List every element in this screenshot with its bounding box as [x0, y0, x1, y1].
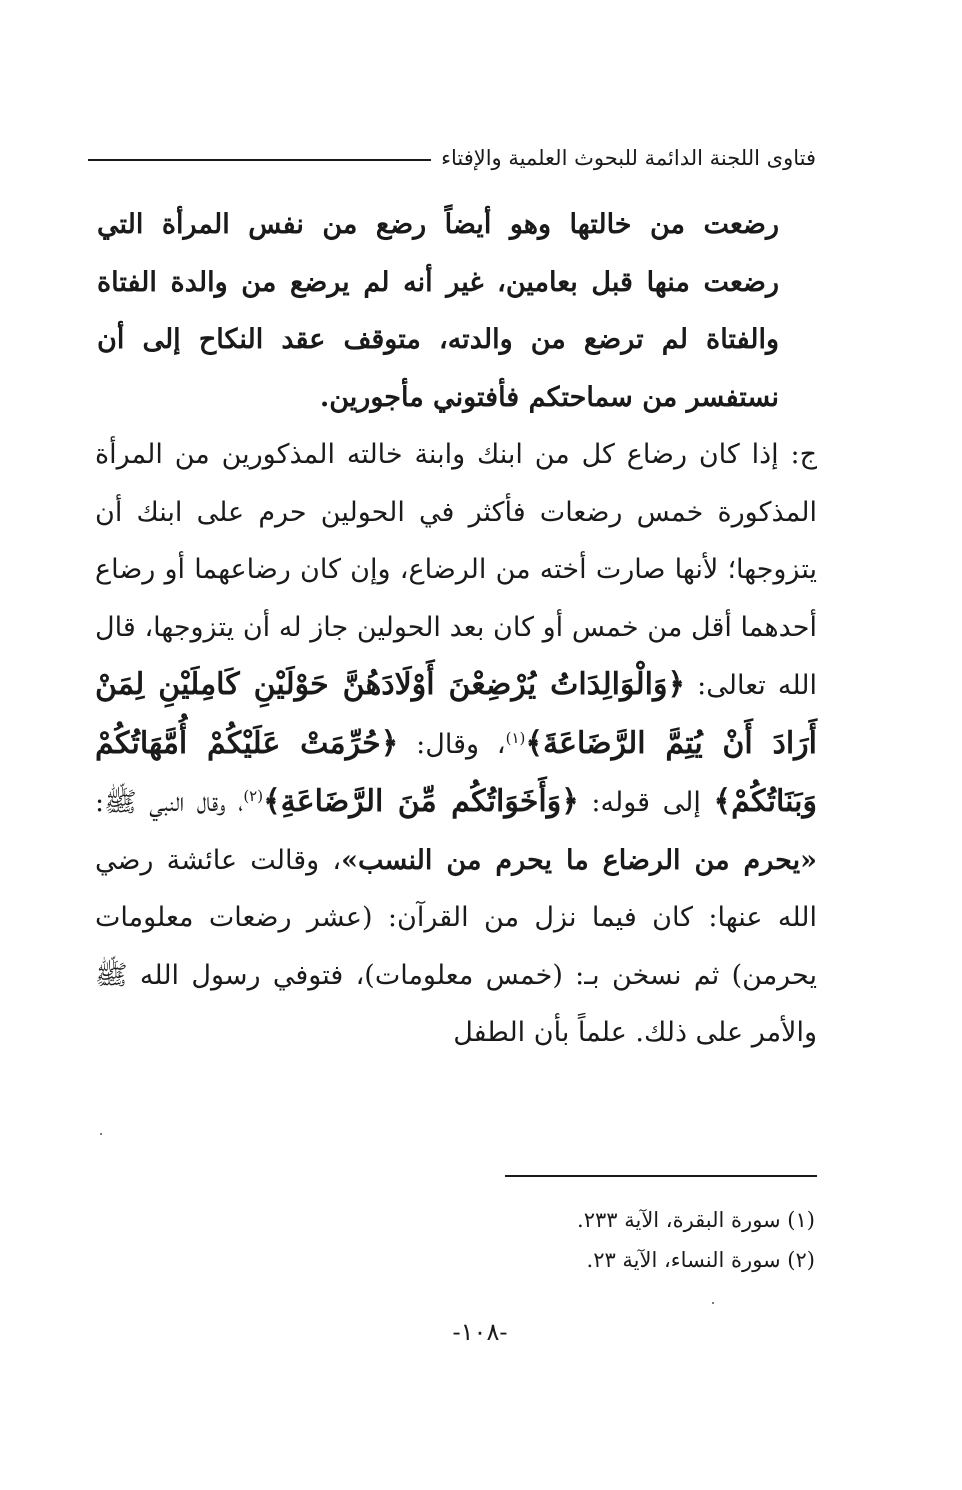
main-text: [95, 196, 817, 1062]
footnote-separator: [505, 1175, 817, 1177]
page-number: -١٠٨-: [452, 1318, 508, 1346]
footnotes: [420, 1200, 815, 1280]
answer-part-3: إلى قوله:: [591, 787, 701, 818]
footnote-2: (٢) سورة النساء، الآية ٢٣.: [586, 1248, 815, 1272]
scan-speck: [100, 1133, 102, 1135]
answer-part-5: ، وقالت عائشة رضي الله عنها: كان فيما نزل من القرآن: (عشر رضعات معلومات يحرمن) ثم نسخن بـ: (خمس معلومات)، فتوفي رسول الله ﷺ والأمر على ذلك. علماً بأن الطفل: [95, 844, 817, 1048]
question-text: رضعت من خالتها وهو أيضاً رضع من نفس المرأة التي رضعت منها قبل بعامين، غير أنه لم يرضع من والدة الفتاة والفتاة لم ترضع من والدته، متوقف عقد النكاح إلى أن نستفسر من سماحتكم فأفتوني مأجورين.: [97, 209, 779, 413]
running-header: [88, 140, 816, 176]
quran-verse-1: ﴿وَالْوَالِدَاتُ يُرْضِعْنَ أَوْلَادَهُنَّ حَوْلَيْنِ كَامِلَيْنِ لِمَنْ أَرَادَ أَنْ يُتِمَّ الرَّضَاعَةَ﴾: [95, 667, 817, 761]
footnote-ref-2: (٢): [243, 787, 264, 805]
scan-speck: [712, 1302, 714, 1304]
footnote-ref-1: (١): [505, 728, 526, 747]
hadith-quote: «يحرم من الرضاع ما يحرم من النسب»: [341, 844, 817, 876]
quran-verse-2: ﴿حُرِّمَتْ عَلَيْكُمْ أُمَّهَاتُكُمْ وَبَنَاتُكُمْ﴾: [95, 725, 817, 819]
footnote-1: (١) سورة البقرة، الآية ٢٣٣.: [577, 1208, 815, 1232]
answer-part-4: ، وقال النبي ﷺ:: [95, 787, 244, 818]
header-title: فتاوى اللجنة الدائمة للبحوث العلمية والإفتاء: [441, 146, 816, 170]
answer-part-2: ، وقال:: [416, 728, 506, 760]
answer-part-1: ج: إذا كان رضاع كل من ابنك وابنة خالته المذكورين من المرأة المذكورة خمس رضعات فأكثر في الحولين حرم على ابنك أن يتزوجها؛ لأنها صارت أخته من الرضاع، وإن كان رضاعهما أو رضاع أحدهما أقل من خمس أو كان بعد الحولين جاز له أن يتزوجها، قال الله تعالى:: [95, 439, 817, 701]
header-rule: [88, 159, 431, 161]
answer-text: [95, 426, 817, 1062]
quran-verse-3: ﴿وَأَخَوَاتُكُم مِّنَ الرَّضَاعَةِ﴾: [263, 784, 579, 819]
